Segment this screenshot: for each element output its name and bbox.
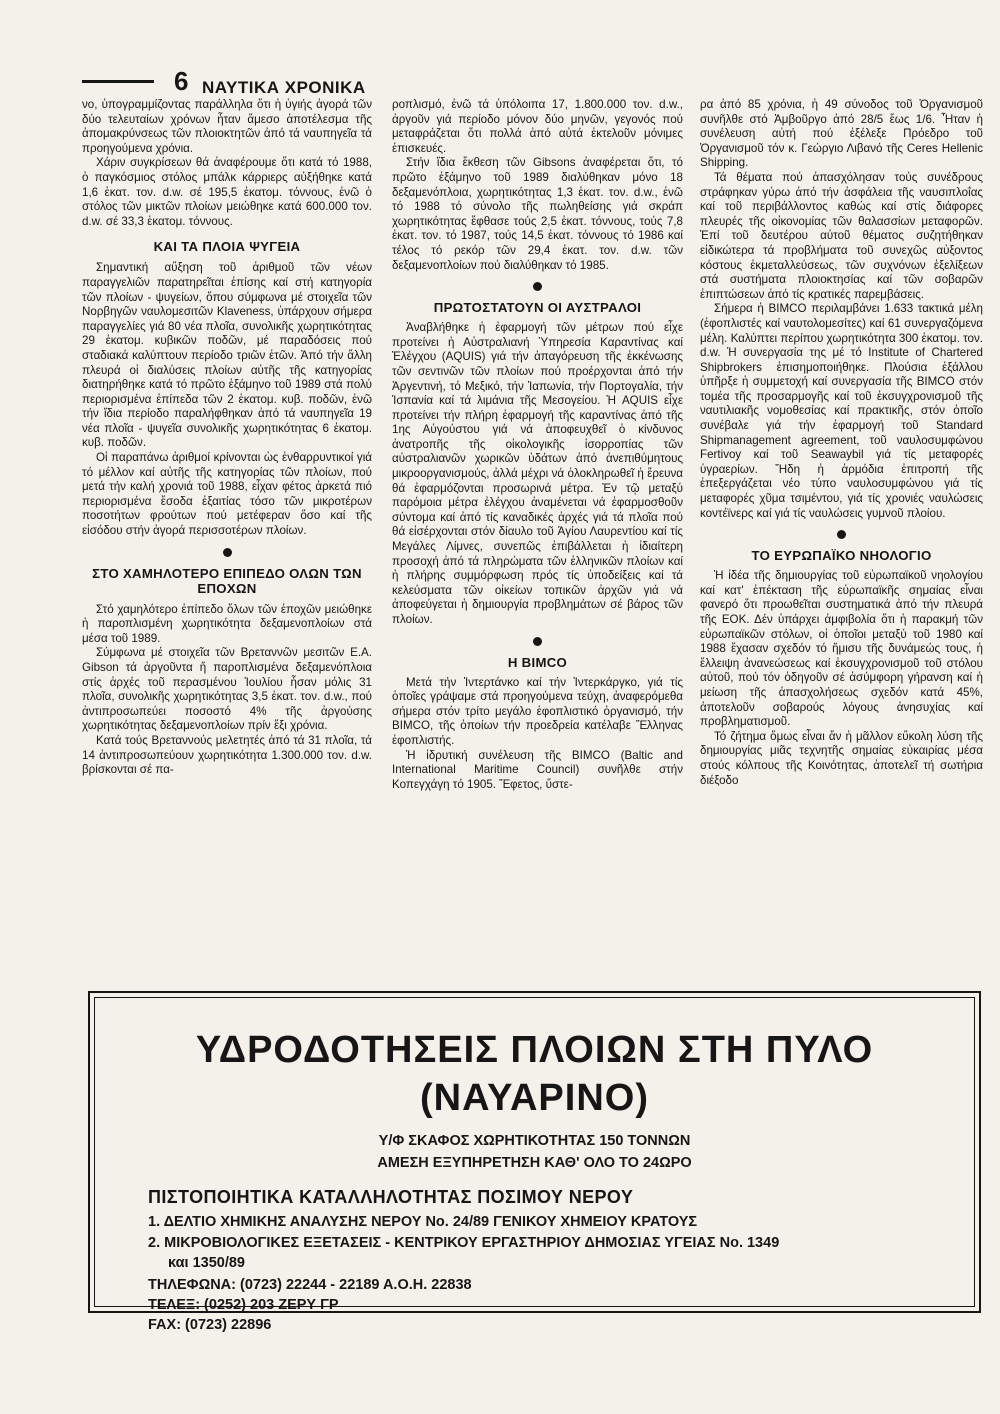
paragraph: Τό ζήτημα ὅμως εἶναι ἄν ἡ μᾶλλον εὔκολη λύση τῆς δημιουργίας μιᾶς τεχνητῆς σημαίας εὐκαιρίας μέσα στούς κόλπους τῆς Κοινότητας, ἀποτελεῖ τή σωτήρια διέξοδο (700, 729, 983, 787)
section-heading: ΣΤΟ ΧΑΜΗΛΟΤΕΡΟ ΕΠΙΠΕΔΟ ΟΛΩΝ ΤΩΝ ΕΠΟΧΩΝ (92, 565, 362, 596)
ad-certificates-heading: ΠΙΣΤΟΠΟΙΗΤΙΚΑ ΚΑΤΑΛΛΗΛΟΤΗΤΑΣ ΠΟΣΙΜΟΥ ΝΕΡΟΥ (148, 1187, 634, 1207)
paragraph: Στήν ἴδια ἔκθεση τῶν Gibsons ἀναφέρεται ὅτι, τό πρῶτο ἑξάμηνο τοῦ 1989 διαλύθηκαν μόνο 18 δεξαμενόπλοια, χωρητικότητας 1,3 ἑκατ. τον. d.w., ἐνῶ τό 1988 τό σύνολο τῆς πωληθείσης γιά σκράπ χωρητικότητας ἔφθασε τούς 2,5 ἑκατ. τόννους, τούς 7,8 ἑκατ. τον. τό 1987, τούς 14,5 ἑκατ. τόννους τό 1986 καί τέλος τό ρεκόρ τῶν 29,4 ἑκατ. τον. d.w. τῶν δεξαμενοπλοίων πού διαλύθηκαν τό 1985. (392, 156, 683, 272)
paragraph: Ἡ ἱδρυτική συνέλευση τῆς BIMCO (Baltic and International Maritime Council) συνῆλθε στήν Κοπεγχάγη τό 1905. Ἔφετος, ὕστε- (392, 748, 683, 791)
separator-dot (533, 282, 542, 291)
ad-item-1: 1. ΔΕΛΤΙΟ ΧΗΜΙΚΗΣ ΑΝΑΛΥΣΗΣ ΝΕΡΟΥ Νο. 24/89 ΓΕΝΙΚΟΥ ΧΗΜΕΙΟΥ ΚΡΑΤΟΥΣ (148, 1214, 698, 1230)
page-number: 6 (174, 66, 189, 96)
paragraph: ροπλισμό, ἐνῶ τά ὑπόλοιπα 17, 1.800.000 τον. d.w., ἀργοῦν γιά περίοδο μόνον δύο μηνῶν, γεγονός πού μεταφράζεται ὅτι πολλά ἀπό αὐτά ἐκτελοῦν μόνιμες ἐπισκευές. (392, 98, 683, 155)
column-2 (392, 98, 683, 978)
separator-dot (837, 530, 846, 539)
column-1 (82, 98, 372, 978)
column-3 (700, 98, 983, 978)
ad-title-line-2: (ΝΑΥΑΡΙΝΟ) (420, 1077, 649, 1119)
paragraph: Σημαντική αὔξηση τοῦ ἀριθμοῦ τῶν νέων παραγγελιῶν παρατηρεῖται ἐπίσης καί στή κατηγορία τῶν πλοίων - ψυγείων, ὅπου σύμφωνα μέ στοιχεῖα τῶν Νορβηγῶν ναυλομεσιτῶν Klaveness, ὑπάρχουν σήμερα παραγγελίες γιά 80 νέα πλοῖα, συνολικῆς χωρητικότητας 29 ἑκατομ. κυβικῶν ποδῶν, μέ παραδόσεις πού σταδιακά καλύπτουν περίοδο τριῶν ἐτῶν. Ἀπό τήν ἄλλη πλευρά οἱ διαλύσεις πλοίων αὐτῆς τῆς κατηγορίας διατηρήθηκε κατά τό πρῶτο ἑξάμηνο τοῦ 1989 στά πολύ περιορισμένα ἐπίπεδα τῶν 2 ἑκατομ. κυβ. ποδῶν, ἐνῶ τήν ἴδια περίοδο παραλήφθηκαν ἀπό τά ναυπηγεῖα 19 νέα πλοῖα - ψυγεῖα συνολικῆς χωρητικότητας 6 ἑκατομ. κυβ. ποδῶν. (82, 261, 372, 450)
paragraph: Στό χαμηλότερο ἐπίπεδο ὅλων τῶν ἐποχῶν μειώθηκε ἡ παροπλισμένη χωρητικότητα δεξαμενοπλοίων στά μέσα τοῦ 1989. (82, 602, 372, 645)
section-heading: Η BIMCO (507, 654, 568, 670)
ad-phone: ΤΗΛΕΦΩΝΑ: (0723) 22244 - 22189 Α.Ο.Η. 22838 (148, 1277, 472, 1293)
ad-subtitle-1: Υ/Φ ΣΚΑΦΟΣ ΧΩΡΗΤΙΚΟΤΗΤΑΣ 150 ΤΟΝΝΩΝ (378, 1133, 691, 1149)
page-header (82, 66, 382, 100)
separator-dot (533, 637, 542, 646)
ad-subtitle-2: ΑΜΕΣΗ ΕΞΥΠΗΡΕΤΗΣΗ ΚΑΘ' ΟΛΟ ΤΟ 24ΩΡΟ (377, 1155, 692, 1171)
paragraph: Μετά τήν Ἰντερτάνκο καί τήν Ἰντερκάργκο, γιά τίς ὁποῖες γράψαμε στά προηγούμενα τεύχη, ἀναφερόμεθα σήμερα στόν τρίτο μεγάλο ἐφοπλιστικό ὀργανισμό, τήν BIMCO, τῆς ὁποίων τήν προεδρεία κατέλαβε Ἕλληνας ἐφοπλιστής. (392, 675, 683, 747)
paragraph: Τά θέματα πού ἀπασχόλησαν τούς συνέδρους στράφηκαν γύρω ἀπό τήν ἀσφάλεια τῆς ναυσιπλοΐας καί τοῦ περιβάλλοντος καθώς καί στίς διάφορες πλευρές τῆς οἰκονομίας τῶν θαλασσίων μεταφορῶν. Ἐπί τοῦ δευτέρου αὐτοῦ θέματος συζητήθηκαν εἰδικώτερα τά προβλήματα τοῦ συνεχῶς αὐξοντος κόστους ἐκμεταλλεύσεως, τῶν συχνόνων ἐξελίξεων στά συστήματα πλοιοκτησίας καί τῶν σοβαρῶν ἐπιπτώσεων ἀπό τίς κρατικές παρεμβάσεις. (700, 170, 983, 301)
paragraph: Ἀναβλήθηκε ἡ ἐφαρμογή τῶν μέτρων πού εἶχε προτείνει ἡ Αὐστραλιανή Ὑπηρεσία Καραντίνας καί Ἐλέγχου (AQUIS) γιά τήν ἀπαγόρευση τῆς ἐκκένωσης τῶν σεντινῶν τῶν πλοίων πού προέρχονται ἀπό τήν Ἀργεντινή, τό Μεξικό, τήν Ἰαπωνία, τήν Πορτογαλία, τήν Ἰσπανία καί τά λιμάνια τῆς Μεσογείου. Ἡ AQUIS εἶχε προτείνει τήν πλήρη ἐφαρμογή τῆς καραντίνας ἀπό τῆς 1ης Αὐγούστου γιά νά ἀποφευχθεῖ ὁ κίνδυνος ἀνατροπῆς τῆς οἰκολογικῆς ἰσορροπίας τῶν αὐστραλιανῶν χωρικῶν ὑδάτων ἀπό ἀνεπιθύμητους μικροοργανισμούς, ἀλλά μέχρι νά ὁλοκληρωθεῖ ἡ ἔρευνα θά ἐφαρμόζονται προσωρινά μέτρα. Ἐν τῷ μεταξύ παρόμοια μέτρα ἐλέγχου ἀναμένεται νά ἐφαρμοσθοῦν σύντομα καί ἀπό τίς καναδικές ἀρχές γιά τά πλοῖα πού θά εἰσέρχονται στόν δίαυλο τοῦ Ἁγίου Λαυρεντίου καί τίς Μεγάλες Λίμνες, συνεπῶς ἐπιβάλλεται ἡ ἰδιαίτερη προσοχή ἀπό τά πληρώματα τῶν ἑλληνικῶν πλοίων καί ἡ πλήρης συμμόρφωση πρός τίς ὑποδείξεις καί τά κελεύσματα τῶν οἰκείων τοπικῶν ἀρχῶν γιά νά ἀποφεύγεται ἡ δημιουργία προβλημάτων σέ βάρος τῶν πλοίων. (392, 321, 683, 626)
paragraph: Χάριν συγκρίσεων θά ἀναφέρουμε ὅτι κατά τό 1988, ὁ παγκόσμιος στόλος μπάλκ κάρριερς αὐξήθηκε κατά 1,6 ἑκατ. τον. d.w. σέ 195,5 ἑκατομ. τόννους, ἐνῶ ὁ στόλος τῶν μικτῶν πλοίων μειώθηκε κατά 600.000 τον. d.w. σέ 33,3 ἑκατομ. τόννους. (82, 156, 372, 228)
ad-item-2: 2. ΜΙΚΡΟΒΙΟΛΟΓΙΚΕΣ ΕΞΕΤΑΣΕΙΣ - ΚΕΝΤΡΙΚΟΥ ΕΡΓΑΣΤΗΡΙΟΥ ΔΗΜΟΣΙΑΣ ΥΓΕΙΑΣ Νο. 1349 (148, 1235, 780, 1251)
ad-telex: ΤΕΛΕΞ: (0252) 203 ΖΕΡΥ ΓΡ (148, 1297, 339, 1313)
section-heading: ΤΟ ΕΥΡΩΠΑΪΚΟ ΝΗΟΛΟΓΙΟ (751, 548, 932, 564)
ad-item-2-continued: και 1350/89 (168, 1255, 245, 1271)
separator-dot (223, 548, 232, 557)
paragraph: Οἱ παραπάνω ἀριθμοί κρίνονται ὡς ἐνθαρρυντικοί γιά τό μέλλον καί αὐτῆς τῆς κατηγορίας τῶν πλοίων, πού μετά τήν καλή χρονιά τοῦ 1988, εἶχαν φέτος ἀρκετά πιό περιορισμένα ἔσοδα ἐξαιτίας τόσο τῶν μικροτέρων ποσοτήτων φρούτων πού μετέφεραν ὅσο καί τῆς εἰσόδου στήν ἀγορά περισσοτέρων πλοίων. (82, 451, 372, 538)
paragraph: νο, ὑπογραμμίζοντας παράλληλα ὅτι ἡ ὑγιής ἀγορά τῶν δύο τελευταίων χρόνων ἦταν ἄμεσο ἀποτέλεσμα τῆς ἀπομακρύνσεως τῶν πλοιοκτητῶν ἀπό τά ναυπηγεῖα τά προηγούμενα χρόνια. (82, 98, 372, 155)
ad-fax: FAX: (0723) 22896 (148, 1317, 272, 1333)
paragraph: Ἡ ἰδέα τῆς δημιουργίας τοῦ εὐρωπαϊκοῦ νηολογίου καί κατ' ἐπέκταση τῆς εὐρωπαϊκῆς σημαίας εἶναι φανερό ὅτι προωθεῖται συστηματικά ἀπό τήν πλευρά τῆς ΕΟΚ. Δέν ὑπάρχει ἀμφιβολία ὅτι ἡ παρακμή τῶν εὐρωπαϊκῶν στόλων, οἱ ὁποῖοι μεταξύ τοῦ 1980 καί 1988 ἔχασαν σχεδόν τό ἥμισυ τῆς δυνάμεώς τους, ἡ ἔλλειψη ἀνανεώσεως καί ἐκσυγχρονισμοῦ τοῦ στόλου αὐτοῦ, πού τόν ὁδηγοῦν σέ ἀσύμφορη γήρανση καί ἡ μείωση τῆς ἀπασχολήσεως σχεδόν κατά 45%, ἀποτελοῦν σοβαρούς λόγους ἀνησυχίας καί προβληματισμοῦ. (700, 569, 983, 729)
publication-name: ΝΑΥΤΙΚΑ ΧΡΟΝΙΚΑ (202, 78, 366, 97)
section-heading: ΠΡΩΤΟΣΤΑΤΟΥΝ ΟΙ ΑΥΣΤΡΑΛΟΙ (433, 300, 642, 316)
paragraph: Κατά τούς Βρεταννούς μελετητές ἀπό τά 31 πλοῖα, τά 14 ἀντιπροσωπεύουν χωρητικότητα 1.300.000 τον. d.w. βρίσκονται σέ πα- (82, 733, 372, 777)
paragraph: ρα ἀπό 85 χρόνια, ἡ 49 σύνοδος τοῦ Ὀργανισμοῦ συνῆλθε στό Ἀμβοῦργο ἀπό 28/5 ἕως 1/6. Ἦταν ἡ συνέλευση αὐτή πού ἐξέλεξε Πρόεδρο τοῦ Ὀργανισμοῦ τόν κ. Γεώργιο Λιβανό τῆς Ceres Hellenic Shipping. (700, 98, 983, 170)
header-rule (82, 80, 154, 83)
ad-title-line-1: ΥΔΡΟΔΟΤΗΣΕΙΣ ΠΛΟΙΩΝ ΣΤΗ ΠΥΛΟ (195, 1029, 874, 1071)
advertisement-box (88, 991, 981, 1333)
paragraph: Σύμφωνα μέ στοιχεῖα τῶν Βρεταννῶν μεσιτῶν E.A. Gibson τά ἀργοῦντα ἤ παροπλισμένα δεξαμενόπλοια στίς ἀρχές τοῦ περασμένου Ἰουλίου ἦσαν μόλις 31 πλοῖα, συνολικῆς χωρητικότητας 3,5 ἑκατ. τον. d.w., πού ἀντιπροσωπεύει ποσοστό 4% τῆς ἀργούσης χωρητικότητας δεξαμενοπλοίων πρίν ἕξι χρόνια. (82, 646, 372, 733)
section-heading: ΚΑΙ ΤΑ ΠΛΟΙΑ ΨΥΓΕΙΑ (153, 239, 301, 255)
paragraph: Σήμερα ἡ BIMCO περιλαμβάνει 1.633 τακτικά μέλη (ἐφοπλιστές καί ναυτολομεσίτες) καί 61 συνεργαζόμενα μέλη. Καλύπτει περίπου χωρητικότητα 300 ἑκατομ. τον. d.w. Ἡ συνεργασία της μέ τό Institute of Chartered Shipbrokers ἐπισημοποιήθηκε. Πλούσια ἐξάλλου ὑπῆρξε ἡ συμμετοχή καί συνεργασία τῆς BIMCO στόν τομέα τῆς προσαρμογῆς καί τοῦ ἐκσυγχρονισμοῦ τῆς ναυτιλιακῆς νομοθεσίας καί πρακτικῆς, στόν ὁποῖο συνέβαλε γιά τήν ἐφαρμογή τοῦ Standard Shipmanagement agreement, τοῦ ναυλοσυμφώνου Fertivoy καί τοῦ Seawaybil γιά τίς μεταφορές ὑγραερίων. Ἤδη ἡ ἁρμόδια ἐπιτροπή τῆς ἐπεξεργάζεται νέο τύπο ναυλοσυμφώνου γιά τίς μεταφορές χῦμα τσιμέντου, γιά τίς χρονιές ναυλώσεις κοντέϊνερς καί γιά τίς ναυλώσεις γυμνοῦ πλοίου. (700, 302, 983, 520)
